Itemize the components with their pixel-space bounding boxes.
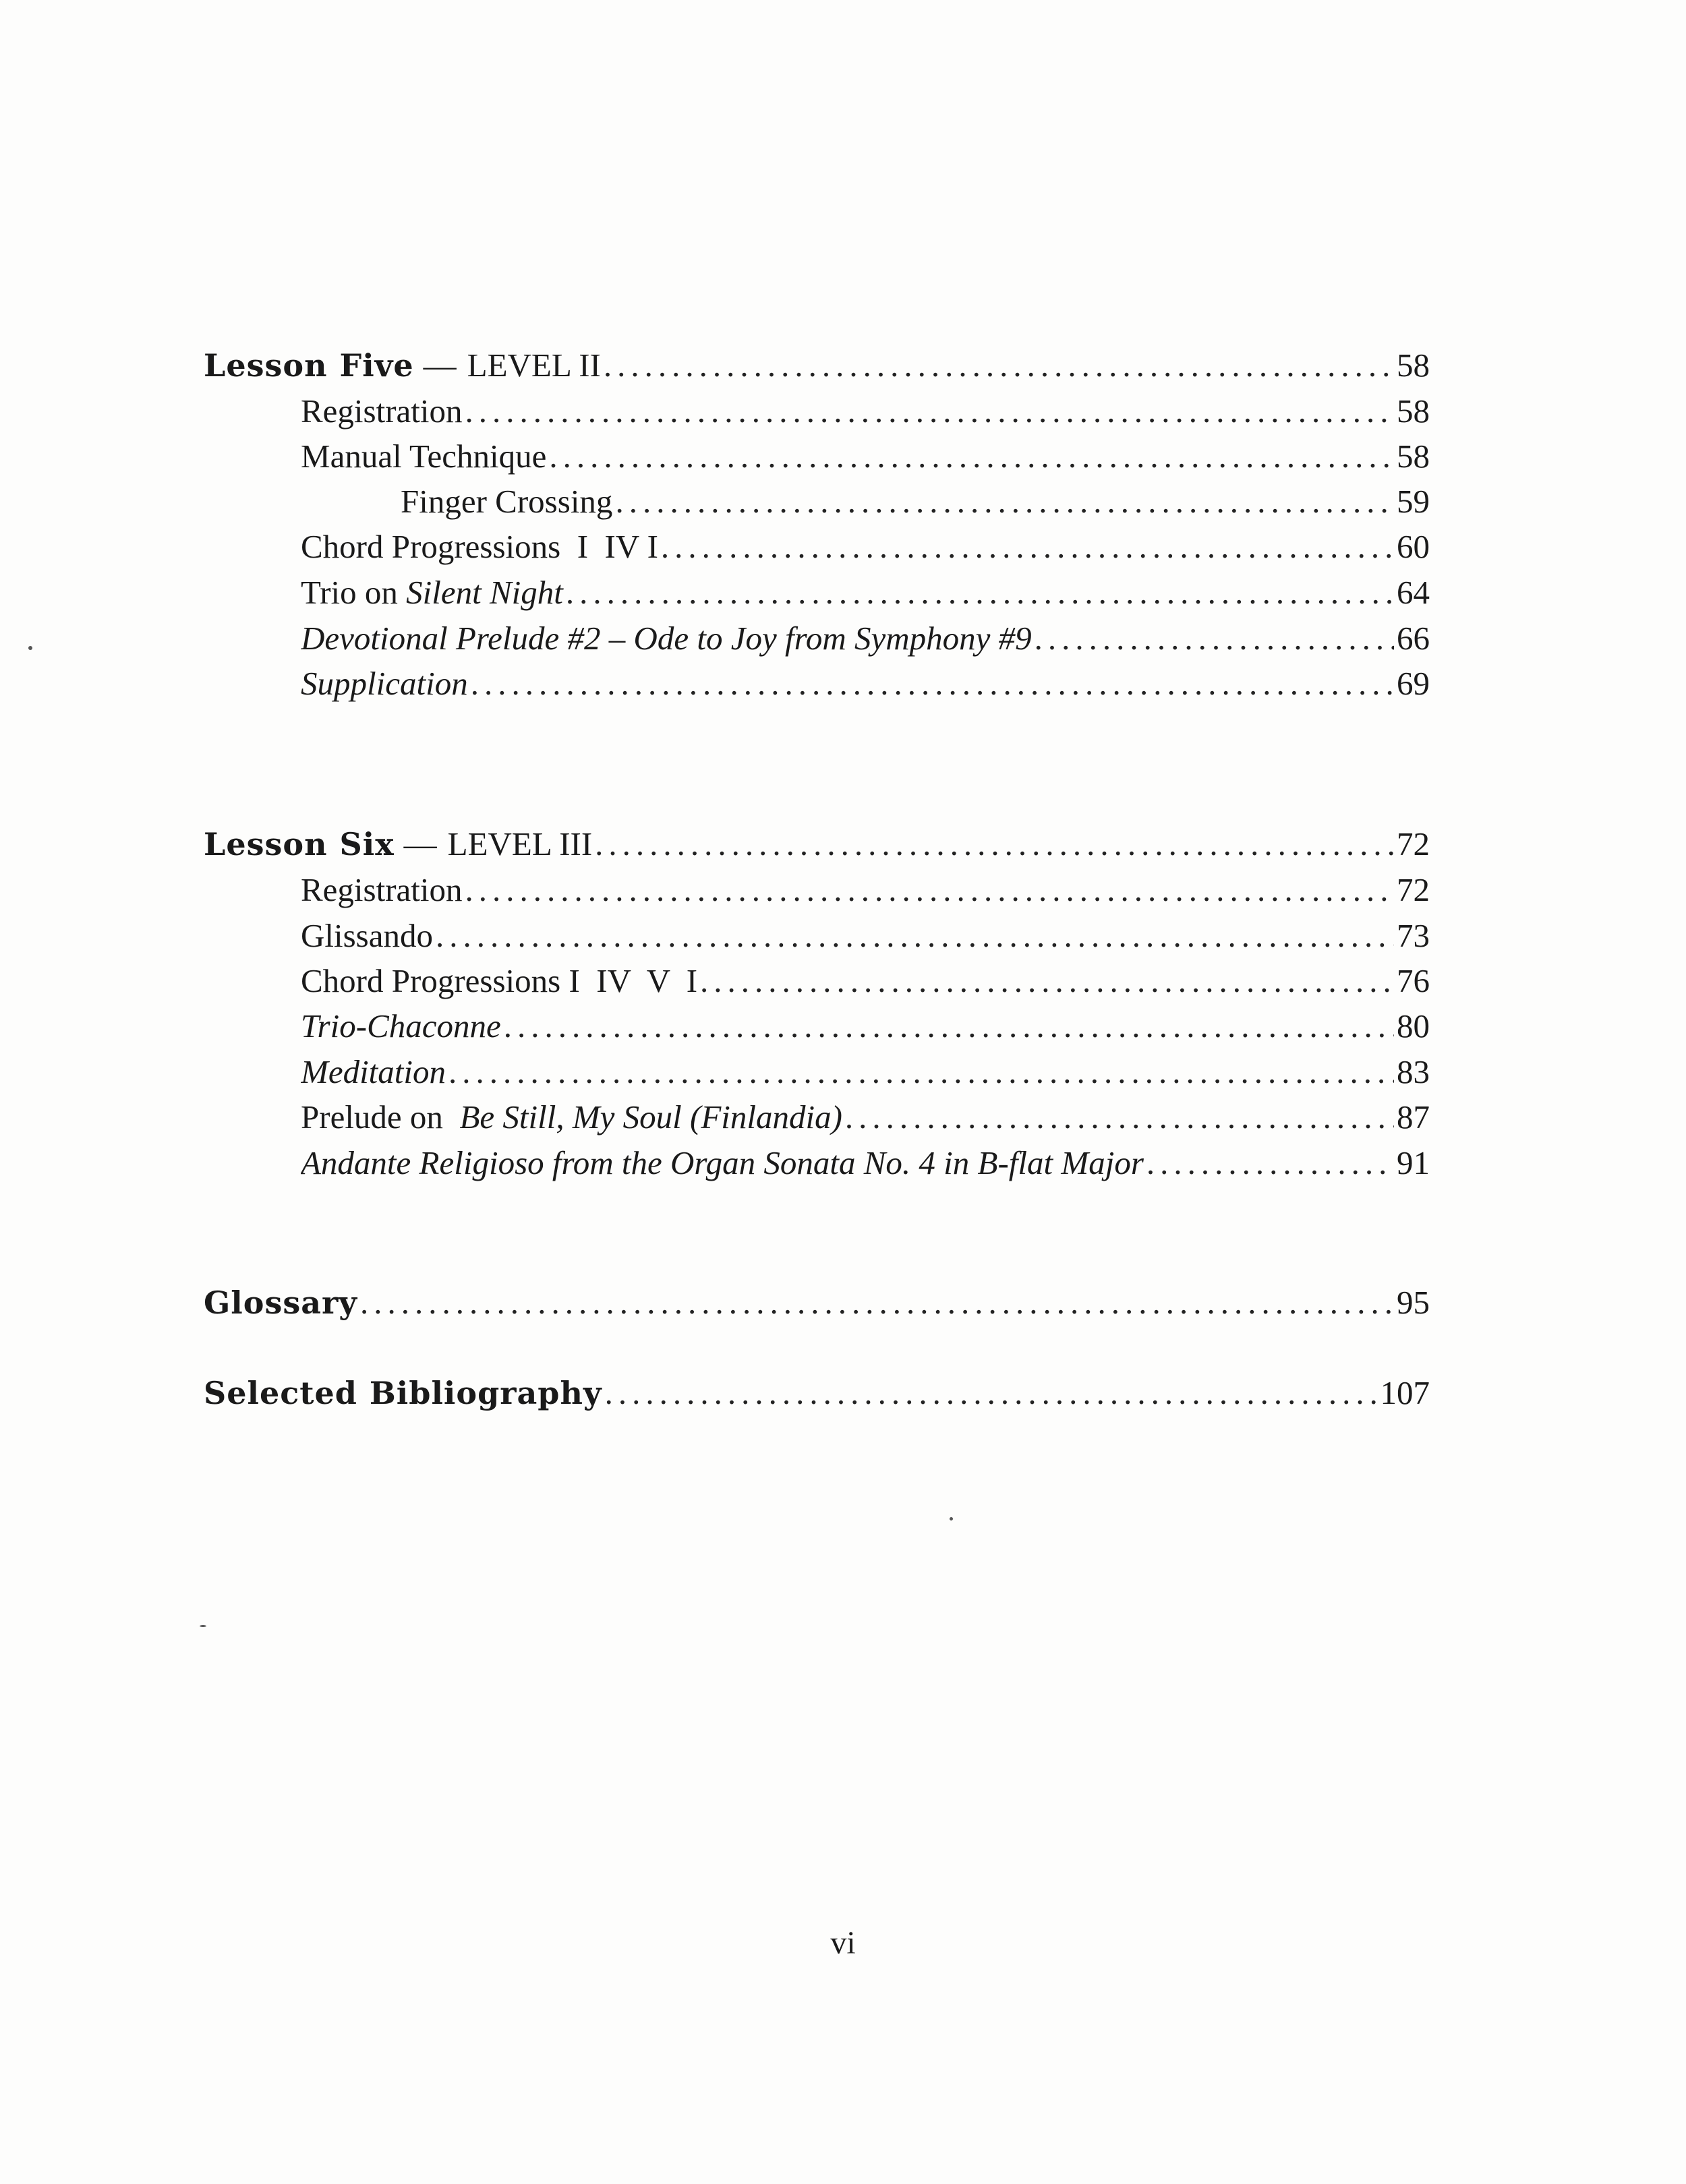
- toc-entry-page: 60: [1397, 528, 1430, 565]
- bibliography-page: 107: [1380, 1374, 1430, 1411]
- toc-entry-page: 80: [1397, 1007, 1430, 1044]
- dot-leader: [465, 391, 1394, 432]
- scan-speck: [950, 1517, 953, 1521]
- dot-leader: [465, 870, 1394, 910]
- lesson-five-title-word: Lesson: [204, 347, 328, 384]
- toc-entry-page: 72: [1397, 871, 1430, 908]
- toc-entry-label-italic: Silent Night: [406, 574, 563, 611]
- dot-leader: [360, 1282, 1394, 1323]
- bibliography-title-word2: Bibliography: [369, 1375, 602, 1411]
- toc-entry: [301, 1052, 1430, 1096]
- lesson-five-separator: —: [423, 347, 457, 384]
- toc-entry: [301, 1097, 1430, 1142]
- lesson-five-page: 58: [1397, 347, 1430, 384]
- toc-entry-label-prefix: Prelude on: [301, 1098, 460, 1135]
- bibliography-title-word1: Selected: [204, 1375, 357, 1411]
- scan-speck: [200, 1625, 206, 1627]
- dot-leader: [448, 1052, 1394, 1092]
- toc-entry-page: 83: [1397, 1053, 1430, 1090]
- dot-leader: [504, 1006, 1394, 1046]
- dot-leader: [700, 961, 1394, 1001]
- toc-entry-label-prefix: Trio on: [301, 574, 407, 611]
- dot-leader: [661, 527, 1394, 567]
- toc-subentry: [401, 481, 1430, 526]
- toc-entry-page: 59: [1397, 483, 1430, 520]
- toc-entry-label: Registration: [301, 871, 463, 908]
- toc-entry: [301, 618, 1430, 663]
- dot-leader: [549, 436, 1394, 477]
- dot-leader: [566, 572, 1394, 613]
- dot-leader: [605, 1373, 1378, 1413]
- toc-entry-page: 91: [1397, 1144, 1430, 1181]
- toc-entry-label: Chord Progressions I IV V I: [301, 962, 698, 999]
- dot-leader: [615, 481, 1394, 522]
- lesson-six-separator: —: [403, 825, 437, 862]
- lesson-six-title-number: Six: [339, 826, 395, 862]
- dot-leader: [1146, 1143, 1394, 1183]
- toc-entry-label-italic: Devotional Prelude #2 – Ode to Joy from Symphony #9: [301, 620, 1032, 657]
- scan-speck: [28, 646, 32, 650]
- lesson-six-level: LEVEL III: [447, 825, 593, 862]
- glossary-page: 95: [1397, 1284, 1430, 1321]
- toc-entry: [301, 572, 1430, 617]
- toc-entry-page: 58: [1397, 438, 1430, 475]
- toc-entry-page: 58: [1397, 392, 1430, 430]
- toc-entry-page: 73: [1397, 917, 1430, 954]
- toc-entry-label: Manual Technique: [301, 438, 547, 475]
- glossary-title: Glossary: [204, 1285, 358, 1321]
- toc-entry: [301, 391, 1430, 436]
- toc-entry-label-italic: Andante Religioso from the Organ Sonata No. 4 in B-flat Major: [301, 1144, 1144, 1181]
- toc-entry-label: Registration: [301, 392, 463, 430]
- toc-entry-label: Finger Crossing: [401, 483, 613, 520]
- toc-entry-page: 87: [1397, 1098, 1430, 1135]
- toc-entry: [301, 527, 1430, 571]
- dot-leader: [845, 1097, 1394, 1138]
- toc-entry: [301, 1006, 1430, 1051]
- toc-heading-lesson-six: [204, 824, 1430, 868]
- lesson-five-level: LEVEL II: [467, 347, 601, 384]
- toc-entry: [301, 1143, 1430, 1187]
- dot-leader: [436, 916, 1394, 956]
- toc-entry-page: 76: [1397, 962, 1430, 999]
- dot-leader: [604, 345, 1394, 386]
- toc-entry-page: 64: [1397, 574, 1430, 611]
- dot-leader: [595, 824, 1394, 864]
- lesson-six-title-word: Lesson: [204, 826, 328, 862]
- toc-entry: [301, 961, 1430, 1005]
- dot-leader: [471, 663, 1394, 704]
- toc-entry: [301, 436, 1430, 481]
- toc-entry-label-italic: Trio-Chaconne: [301, 1007, 501, 1044]
- toc-entry-label-italic: Meditation: [301, 1053, 446, 1090]
- page-number: vi: [830, 1925, 856, 1961]
- toc-heading-lesson-five: [204, 345, 1430, 390]
- toc-entry-label-italic: Be Still, My Soul (Finlandia): [459, 1098, 842, 1135]
- toc-entry: [301, 870, 1430, 914]
- lesson-six-page: 72: [1397, 825, 1430, 862]
- toc-heading-bibliography: [204, 1373, 1430, 1417]
- toc-entry-label-italic: Supplication: [301, 665, 468, 702]
- toc-entry-page: 69: [1397, 665, 1430, 702]
- toc-heading-glossary: [204, 1282, 1430, 1327]
- toc-entry: [301, 916, 1430, 960]
- toc-entry-page: 66: [1397, 620, 1430, 657]
- lesson-five-title-number: Five: [339, 347, 414, 384]
- dot-leader: [1035, 618, 1394, 659]
- toc-entry-label: Chord Progressions I IV I: [301, 528, 658, 565]
- toc-entry-label: Glissando: [301, 917, 433, 954]
- toc-entry: [301, 663, 1430, 708]
